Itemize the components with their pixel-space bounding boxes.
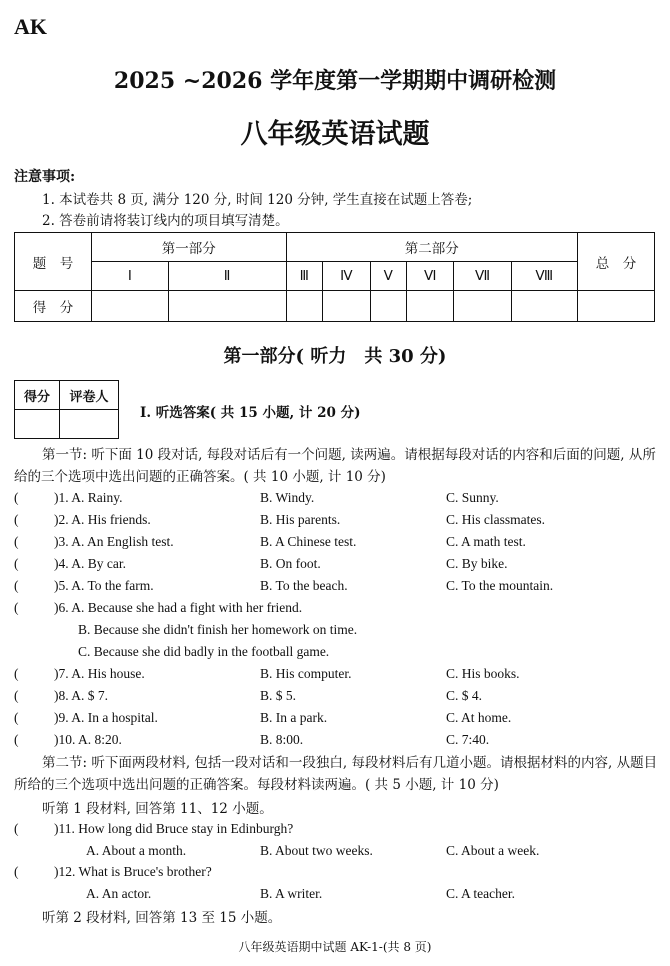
section-title: 第一部分( 听力 共 30 分)	[223, 346, 447, 367]
question-option-b: B. A Chinese test.	[260, 534, 357, 549]
score-table	[14, 232, 655, 322]
roman-numeral: Ⅳ	[323, 262, 371, 291]
answer-paren[interactable]: (	[14, 600, 19, 615]
question-option-c: C. His classmates.	[446, 512, 545, 527]
question-option-c: C. About a week.	[446, 843, 540, 858]
question-option-a: )3. A. An English test.	[54, 534, 174, 549]
score-cell[interactable]	[323, 291, 371, 322]
question-row	[14, 821, 659, 841]
question-option-c: C. Because she did badly in the football game.	[78, 644, 330, 659]
question-option-a: )7. A. His house.	[54, 666, 145, 681]
section2-instructions: 第二节: 听下面两段材料, 包括一段对话和一段独白, 每段材料后有几道小题。请根据材料的内容, 从题目所给的三个选项中选出问题的正确答案。每段材料读两遍。( 共 5 小题, 计 10 分)	[14, 755, 658, 793]
material-2-label: 听第 2 段材料, 回答第 13 至 15 小题。	[42, 910, 282, 926]
score-cell[interactable]	[92, 291, 169, 322]
question-option-b: B. Windy.	[260, 490, 315, 505]
question-option-b: B. His parents.	[260, 512, 341, 527]
question-option-a: )8. A. $ 7.	[54, 688, 108, 703]
question-option-c: C. By bike.	[446, 556, 508, 571]
question-option-b: B. Because she didn't finish her homework on time.	[78, 622, 358, 637]
label-total: 总 分	[578, 233, 655, 291]
score-cell[interactable]	[454, 291, 511, 322]
grader-box	[14, 380, 119, 439]
question-option-b: B. His computer.	[260, 666, 352, 681]
material-1-label: 听第 1 段材料, 回答第 11、12 小题。	[42, 801, 273, 817]
score-cell[interactable]	[578, 291, 655, 322]
question-row	[14, 490, 659, 510]
question-option-a: )4. A. By car.	[54, 556, 126, 571]
exam-subtitle: 八年级英语试题	[240, 119, 430, 150]
notice-heading: 注意事项:	[14, 169, 76, 185]
grader-score-label: 得分	[15, 381, 60, 410]
question-row	[14, 600, 659, 620]
header-part1: 第一部分	[92, 233, 287, 262]
question-option-c: C. At home.	[446, 710, 512, 725]
notice-item: 1. 本试卷共 8 页, 满分 120 分, 时间 120 分钟, 学生直接在试题上答卷;	[42, 192, 473, 208]
exam-title: 2025 ~2026 学年度第一学期期中调研检测	[113, 68, 557, 94]
question-row	[14, 534, 659, 554]
question-option-b: B. To the beach.	[260, 578, 348, 593]
roman-numeral: Ⅷ	[511, 262, 577, 291]
question-option-a: )2. A. His friends.	[54, 512, 151, 527]
answer-paren[interactable]: (	[14, 578, 19, 593]
answer-paren[interactable]: (	[14, 490, 19, 505]
question-stem: )12. What is Bruce's brother?	[54, 864, 212, 879]
question-row	[14, 864, 659, 884]
question-option-b: B. 8:00.	[260, 732, 304, 747]
score-cell[interactable]	[370, 291, 406, 322]
question-row	[14, 666, 659, 686]
paper-code: AK	[14, 14, 47, 39]
question-option-b: B. About two weeks.	[260, 843, 373, 858]
answer-paren[interactable]: (	[14, 556, 19, 571]
question-option-c: C. A teacher.	[446, 886, 515, 901]
question-option-c: C. To the mountain.	[446, 578, 554, 593]
question-option-a: )9. A. In a hospital.	[54, 710, 158, 725]
answer-paren[interactable]: (	[14, 864, 19, 879]
question-option-a: )5. A. To the farm.	[54, 578, 154, 593]
question-option-c: C. His books.	[446, 666, 520, 681]
roman-numeral: Ⅱ	[168, 262, 286, 291]
notice-item: 2. 答卷前请将装订线内的项目填写清楚。	[42, 213, 289, 229]
question-option-c: C. $ 4.	[446, 688, 483, 703]
question-option-b: B. A writer.	[260, 886, 323, 901]
question-option-c: C. Sunny.	[446, 490, 499, 505]
roman-numeral: Ⅵ	[406, 262, 454, 291]
answer-paren[interactable]: (	[14, 710, 19, 725]
score-cell[interactable]	[168, 291, 286, 322]
question-row	[14, 556, 659, 576]
question-row	[14, 578, 659, 598]
question-option-a: )10. A. 8:20.	[54, 732, 122, 747]
question-row	[14, 688, 659, 708]
header-part2: 第二部分	[286, 233, 577, 262]
label-question-number: 题 号	[15, 233, 92, 291]
question-option-c: C. 7:40.	[446, 732, 490, 747]
roman-numeral: Ⅴ	[370, 262, 406, 291]
question-option-b: B. On foot.	[260, 556, 321, 571]
roman-numeral: Ⅰ	[92, 262, 169, 291]
question-option-a: )1. A. Rainy.	[54, 490, 123, 505]
score-cell[interactable]	[286, 291, 322, 322]
answer-paren[interactable]: (	[14, 666, 19, 681]
grader-name-label: 评卷人	[60, 381, 119, 410]
part-heading: Ⅰ. 听选答案( 共 15 小题, 计 20 分)	[140, 405, 361, 421]
question-option-a: A. An actor.	[86, 886, 152, 901]
question-option-b: B. In a park.	[260, 710, 328, 725]
roman-numeral: Ⅶ	[454, 262, 511, 291]
answer-paren[interactable]: (	[14, 821, 19, 836]
answer-paren[interactable]: (	[14, 732, 19, 747]
question-row	[14, 732, 659, 752]
question-stem: )11. How long did Bruce stay in Edinburgh?	[54, 821, 294, 836]
roman-numeral: Ⅲ	[286, 262, 322, 291]
answer-paren[interactable]: (	[14, 534, 19, 549]
answer-paren[interactable]: (	[14, 512, 19, 527]
question-option-a: )6. A. Because she had a fight with her friend.	[54, 600, 303, 615]
question-row	[14, 710, 659, 730]
grader-score-cell[interactable]	[15, 410, 60, 439]
page-footer: 八年级英语期中试题 AK-1-(共 8 页)	[238, 940, 432, 954]
answer-paren[interactable]: (	[14, 688, 19, 703]
question-option-b: B. $ 5.	[260, 688, 297, 703]
options-row	[14, 843, 659, 863]
options-row	[14, 886, 659, 906]
grader-name-cell[interactable]	[60, 410, 119, 439]
score-cell[interactable]	[511, 291, 577, 322]
question-option-a: A. About a month.	[86, 843, 187, 858]
question-option-c: C. A math test.	[446, 534, 526, 549]
section1-instructions: 第一节: 听下面 10 段对话, 每段对话后有一个问题, 读两遍。请根据每段对话的内容和后面的问题, 从所给的三个选项中选出问题的正确答案。( 共 10 小题, 计 10 分)	[14, 447, 656, 485]
question-row	[14, 512, 659, 532]
label-score: 得 分	[15, 291, 92, 322]
score-cell[interactable]	[406, 291, 454, 322]
